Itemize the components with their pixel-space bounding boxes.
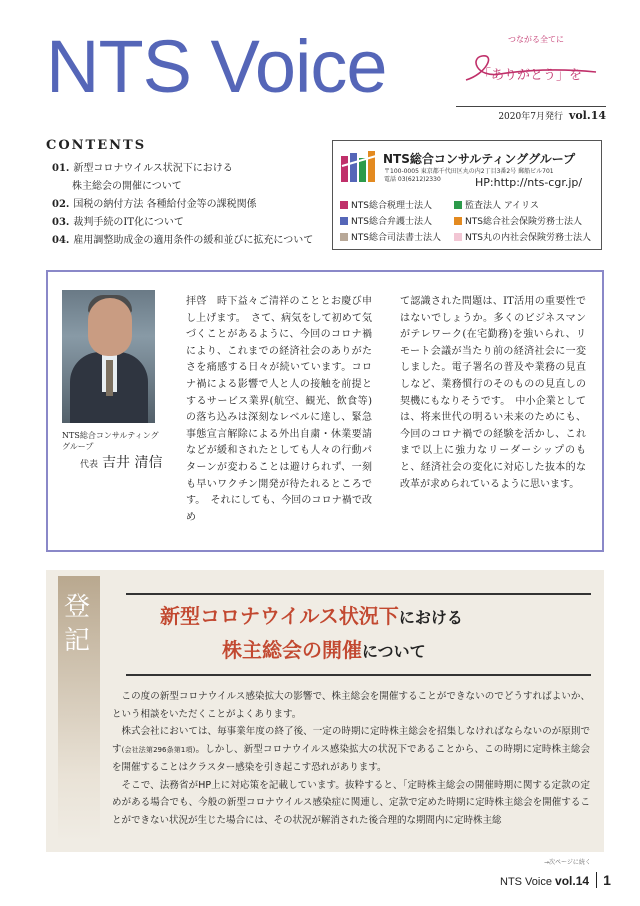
notice-title-line1: 新型コロナウイルス状況下における [160, 604, 463, 628]
greeting-column-2: て認識された問題は、IT活用の重要性ではないでしょうか。多くのビジネスマンがテレワーク(在宅勤務)を強いられ、リモート会議が当たり前の経済社会に一変しました。電子署名の普及や業務の見直しなど、業務慣行のそのものの見直しの契機にもなりそうです。 中小企業としては、将来世代の明るい未来のためにも、今回のコロナ禍での経験を活かし、これまで以上に強力なリーダーシップのもと、経済社会の変化に対応した抜本的な改革が求められているように思います。 [400, 296, 586, 490]
photo-face [88, 298, 132, 356]
paragraph: そこで、法務省がHP上に対応策を記載しています。抜粋すると、「定時株主総会の開催時期に関する定款の定めがある場合でも、今般の新型コロナウイルス感染症に関連し、定款で定めた時期に定時株主総会を開催することができない状況が生じた場合には、その状況が解消された後合理的な期間内に定時株主総 [112, 779, 590, 826]
contents-item[interactable]: 02. 国税の納付方法 各種給付金等の課税関係 [52, 199, 257, 210]
tagline-small: つながる全てに [508, 35, 564, 44]
issue-vol: vol.14 [568, 109, 606, 122]
photo-tie [106, 360, 113, 396]
masthead-title: NTS Voice [46, 25, 387, 108]
greeting-column-1: 拝啓 時下益々ご清祥のこととお慶び申し上げます。 さて、病気をして初めて気づくことがあるように、今回のコロナ禍により、これまでの経済社会のありがたさを痛感する日々が続いています。コロナ禍による影響で人と人の接触を前提とするサービス業界(航空、観光、飲食等)の落ち込みは深刻なレベルに達し、緊急事態宣言解除による外出自粛・休業要請などが緩和されたとしても人々の行動パターンが変わることは避けられず、一刻も早いワクチン開発が待たれるところです。 それにしても、今回のコロナ禍で改め [186, 296, 372, 523]
nts-logo-icon [340, 150, 378, 184]
title-rule-bottom [126, 674, 591, 676]
contents-heading: CONTENTS [46, 138, 147, 153]
issue-info [456, 106, 606, 122]
next-page-note: →次ページに続く [544, 859, 591, 866]
contents-item[interactable]: 03. 裁判手続のIT化について [52, 217, 184, 228]
paragraph: この度の新型コロナウイルス感染拡大の影響で、株主総会を開催することができないのでどうすればよいか、という相談をいただくことがよくあります。 [112, 691, 590, 720]
paragraph: 株式会社においては、毎事業年度の終了後、一定の時期に定時株主総会を招集しなければならないのが原則です(会社法第296条第1項)。しかし、新型コロナウイルス感染拡大の状況下であることから、この時期に定時株主総会を開催することはクラスター感染を引き起こす恐れがあります。 [112, 726, 590, 773]
firm-item: 監査法人 アイリス [454, 198, 539, 211]
group-name: NTS総合コンサルティンググループ [383, 152, 576, 166]
issue-date: 2020年7月発行 [498, 112, 563, 122]
contents-item[interactable]: 01. 新型コロナウイルス状況下における [52, 163, 233, 174]
title-rule-top [126, 593, 591, 595]
caption-name: 代表 吉井 清信 [80, 455, 163, 471]
firm-color-icon [454, 217, 462, 225]
firm-item: NTS総合税理士法人 [340, 198, 432, 211]
page-number: 1 [596, 872, 611, 888]
footer: NTS Voice vol.14 1 [500, 872, 611, 888]
firm-color-icon [340, 233, 348, 241]
tagline-main: 「ありがとう」を [478, 68, 583, 83]
firm-color-icon [454, 201, 462, 209]
contents-list [52, 160, 313, 250]
contents-item[interactable]: 04. 雇用調整助成金の適用条件の緩和並びに拡充について [52, 235, 314, 246]
firm-color-icon [454, 233, 462, 241]
notice-side-label: 登 記 [58, 576, 100, 842]
group-url[interactable]: HP:http://nts-cgr.jp/ [475, 176, 583, 189]
caption-org: NTS総合コンサルティング グループ [62, 431, 159, 451]
firm-color-icon [340, 217, 348, 225]
notice-title-line2: 株主総会の開催について [222, 638, 426, 662]
firm-item: NTS丸の内社会保険労務士法人 [454, 230, 591, 243]
notice-body [112, 688, 590, 829]
firm-item: NTS総合社会保険労務士法人 [454, 214, 582, 227]
firm-color-icon [340, 201, 348, 209]
firm-item: NTS総合司法書士法人 [340, 230, 441, 243]
firm-item: NTS総合弁護士法人 [340, 214, 432, 227]
group-address: 〒100-0005 東京都千代田区丸の内2丁目3番2号 郵船ビル701 電話 03(6212)2330 [384, 168, 554, 183]
contents-item[interactable]: 株主総会の開催について [72, 181, 182, 192]
